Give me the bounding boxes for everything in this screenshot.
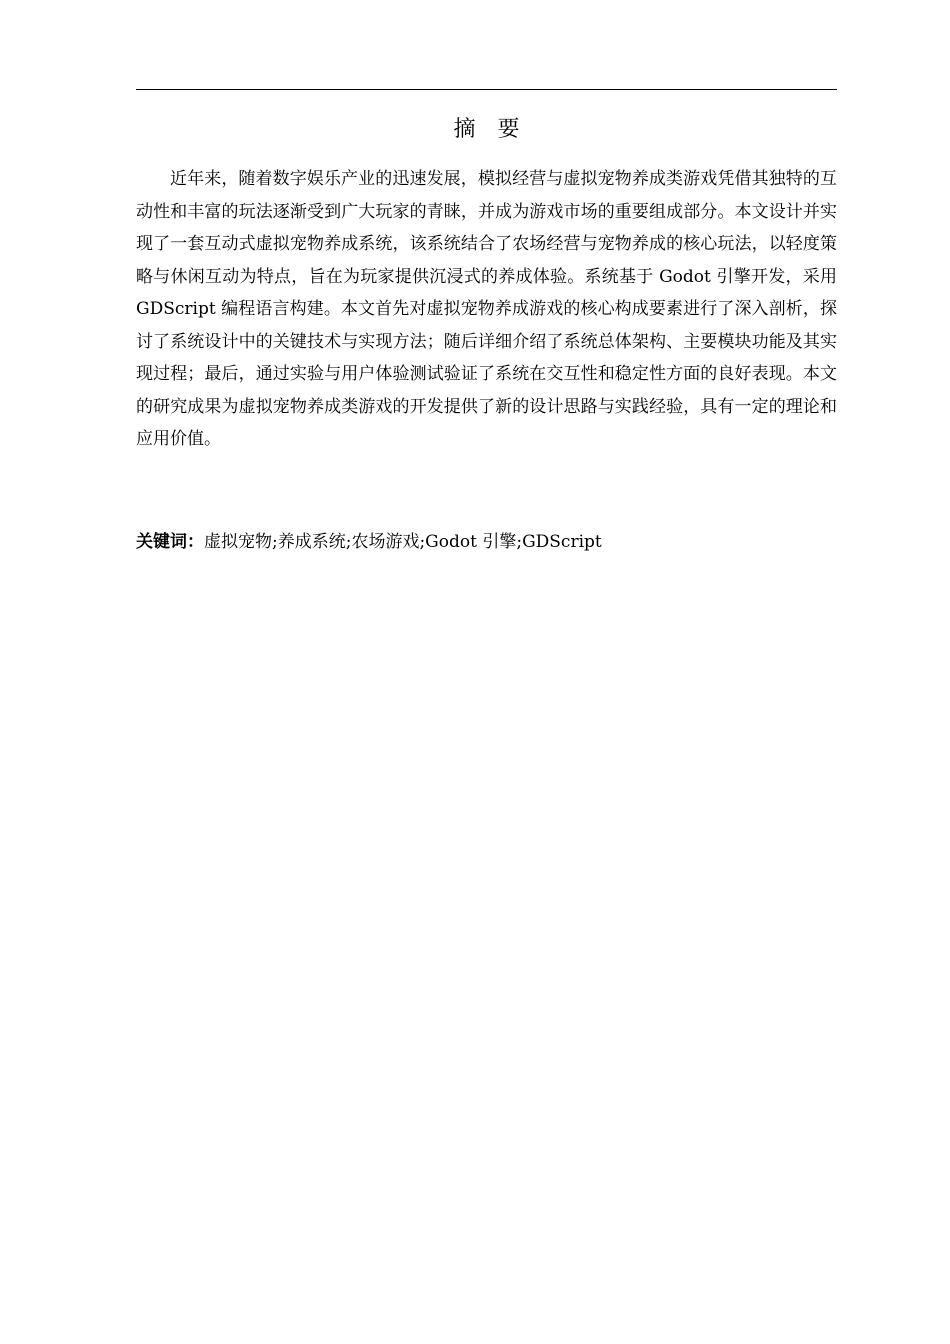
abstract-body: 近年来，随着数字娱乐产业的迅速发展，模拟经营与虚拟宠物养成类游戏凭借其独特的互动性和丰富的玩法逐渐受到广大玩家的青睐，并成为游戏市场的重要组成部分。本文设计并实现了一套互动式虚拟宠物养成系统，该系统结合了农场经营与宠物养成的核心玩法，以轻度策略与休闲互动为特点，旨在为玩家提供沉浸式的养成体验。系统基于 Godot 引擎开发，采用 GDScript 编程语言构建。本文首先对虚拟宠物养成游戏的核心构成要素进行了深入剖析，探讨了系统设计中的关键技术与实现方法；随后详细介绍了系统总体架构、主要模块功能及其实现过程；最后，通过实验与用户体验测试验证了系统在交互性和稳定性方面的良好表现。本文的研究成果为虚拟宠物养成类游戏的开发提供了新的设计思路与实践经验，具有一定的理论和应用价值。 [136,169,837,449]
abstract-title-char-1: 摘 [453,117,476,142]
keywords-line [136,527,837,557]
keywords-text: 虚拟宠物;养成系统;农场游戏;Godot 引擎;GDScript [204,532,602,552]
header-rule [136,89,837,90]
abstract-title-char-2: 要 [497,117,520,142]
keywords-label: 关键词： [136,532,204,552]
abstract-title [136,114,837,146]
